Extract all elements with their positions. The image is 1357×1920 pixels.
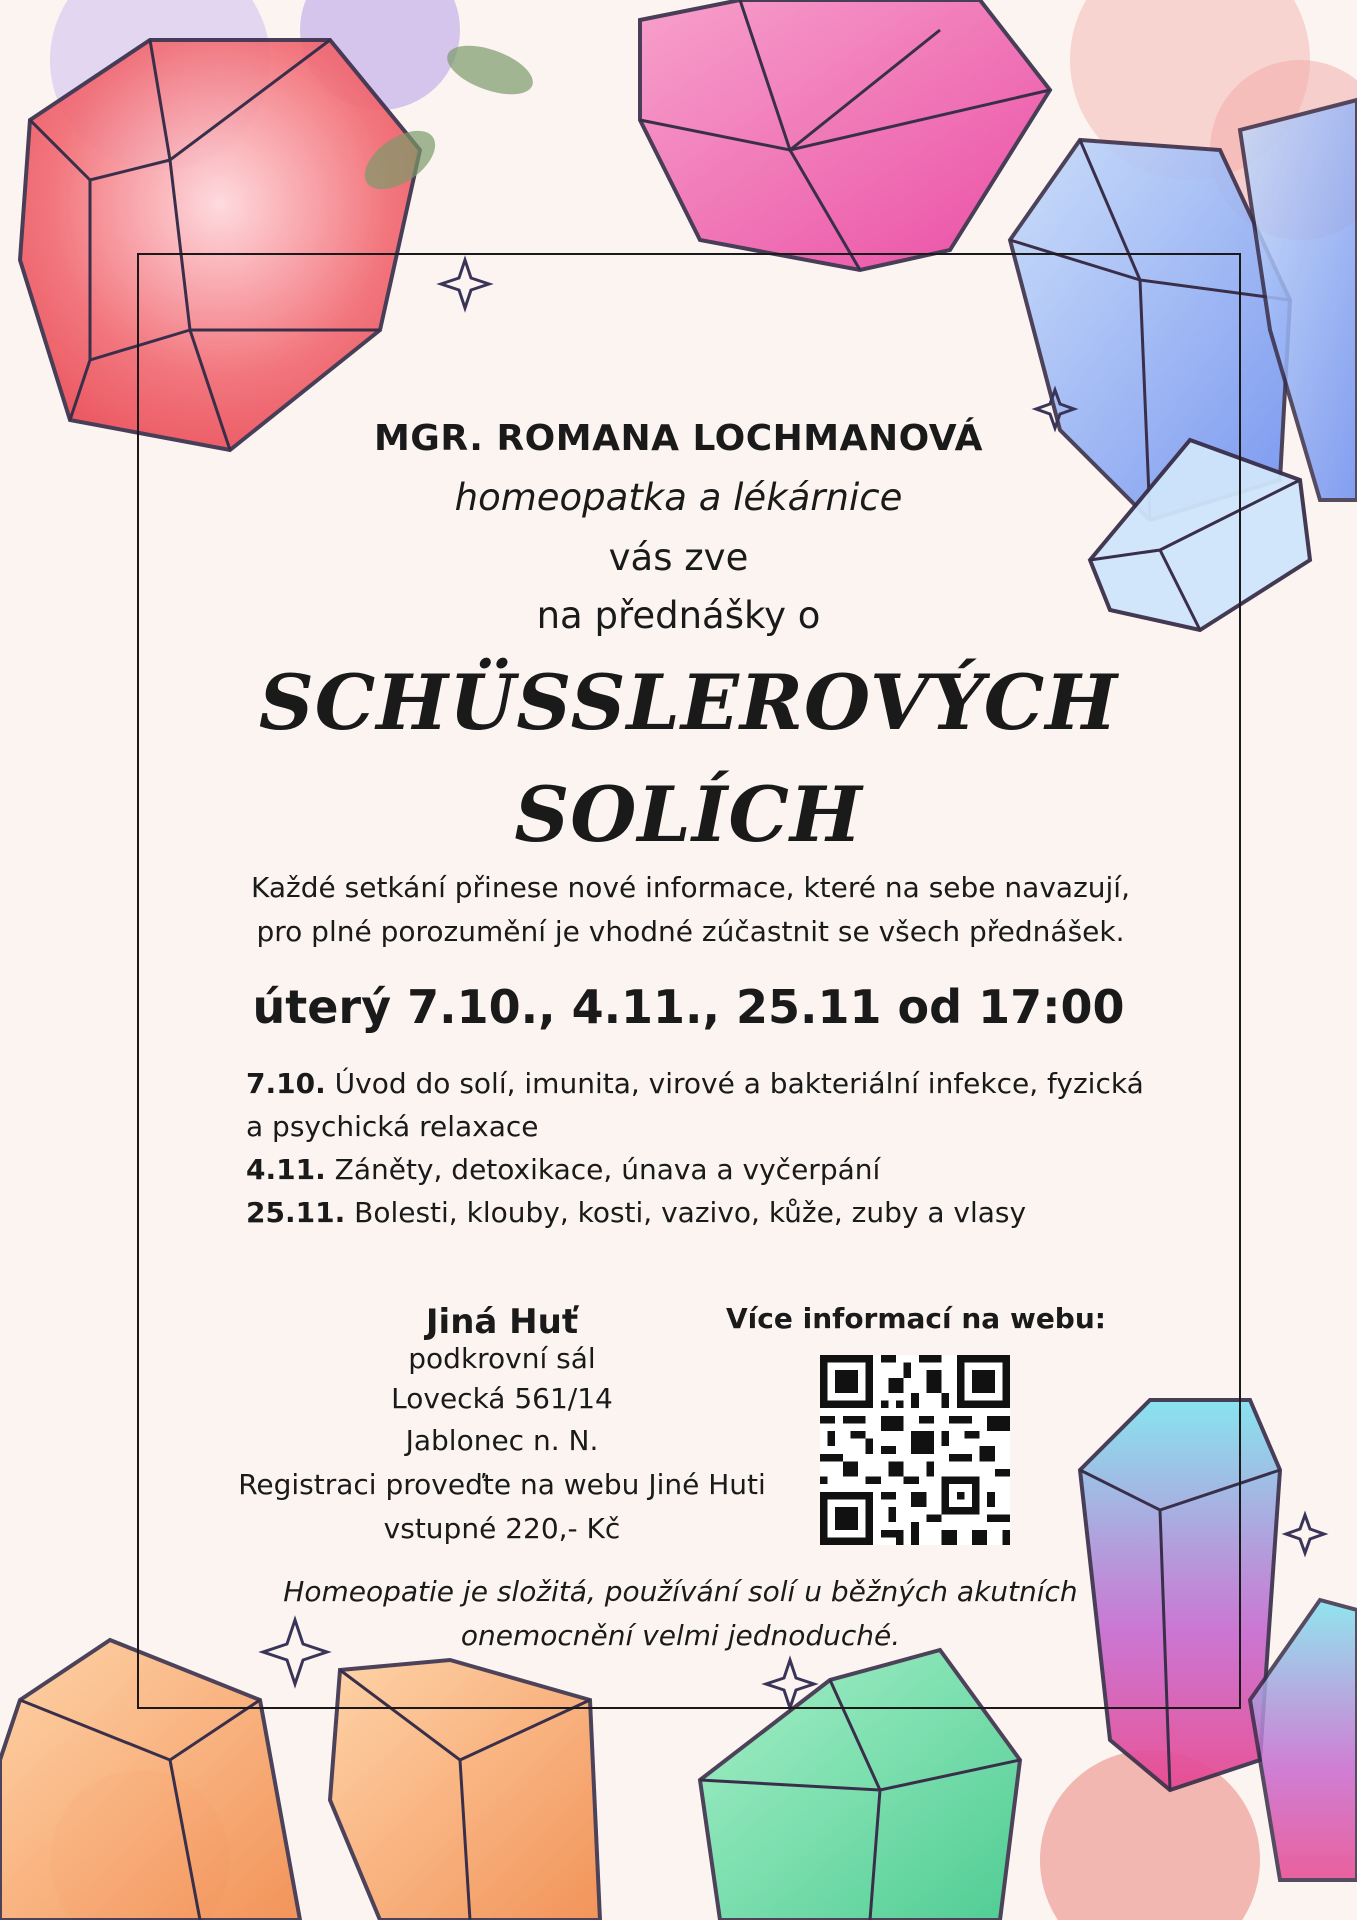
more-info-label: Více informací na webu: [726, 1302, 1106, 1335]
venue-street: Lovecká 561/14 [391, 1382, 613, 1415]
venue-city: Jablonec n. N. [405, 1424, 599, 1457]
description-line-1: Každé setkání přinese nové informace, které na sebe navazují, [251, 871, 1130, 904]
lecture-dates: úterý 7.10., 4.11., 25.11 od 17:00 [252, 980, 1125, 1034]
author-profession: homeopatka a lékárnice [454, 476, 903, 519]
footer-note-line-1: Homeopatie je složitá, používání solí u běžných akutních [283, 1575, 1078, 1608]
pink-crystal-decor [640, 0, 1050, 270]
invite-line-2: na přednášky o [536, 594, 821, 637]
program-date: 4.11. [246, 1153, 326, 1186]
title-line-2: SOLÍCH [514, 770, 863, 859]
title-line-1: SCHÜSSLEROVÝCH [258, 658, 1119, 747]
program-item [246, 1062, 1166, 1148]
invite-line-1: vás zve [608, 536, 749, 579]
venue-room: podkrovní sál [408, 1342, 596, 1375]
registration-note: Registraci proveďte na webu Jiné Huti [238, 1468, 766, 1501]
footer-note-line-2: onemocnění velmi jednoduché. [460, 1619, 901, 1652]
program-item [246, 1148, 1166, 1191]
qr-code-icon[interactable] [820, 1355, 1010, 1545]
venue-name: Jiná Huť [425, 1302, 579, 1342]
program-topic: Bolesti, klouby, kosti, vazivo, kůže, zuby a vlasy [354, 1196, 1027, 1229]
description-line-2: pro plné porozumění je vhodné zúčastnit se všech přednášek. [256, 915, 1125, 948]
program-date: 25.11. [246, 1196, 346, 1229]
admission-price: vstupné 220,- Kč [383, 1512, 621, 1545]
program-item [246, 1191, 1166, 1234]
program-date: 7.10. [246, 1067, 326, 1100]
program-list [246, 1062, 1166, 1234]
author-name: MGR. ROMANA LOCHMANOVÁ [373, 418, 984, 459]
program-topic: Záněty, detoxikace, únava a vyčerpání [334, 1153, 881, 1186]
program-topic: Úvod do solí, imunita, virové a bakteriální infekce, fyzická a psychická relaxace [246, 1067, 1144, 1143]
